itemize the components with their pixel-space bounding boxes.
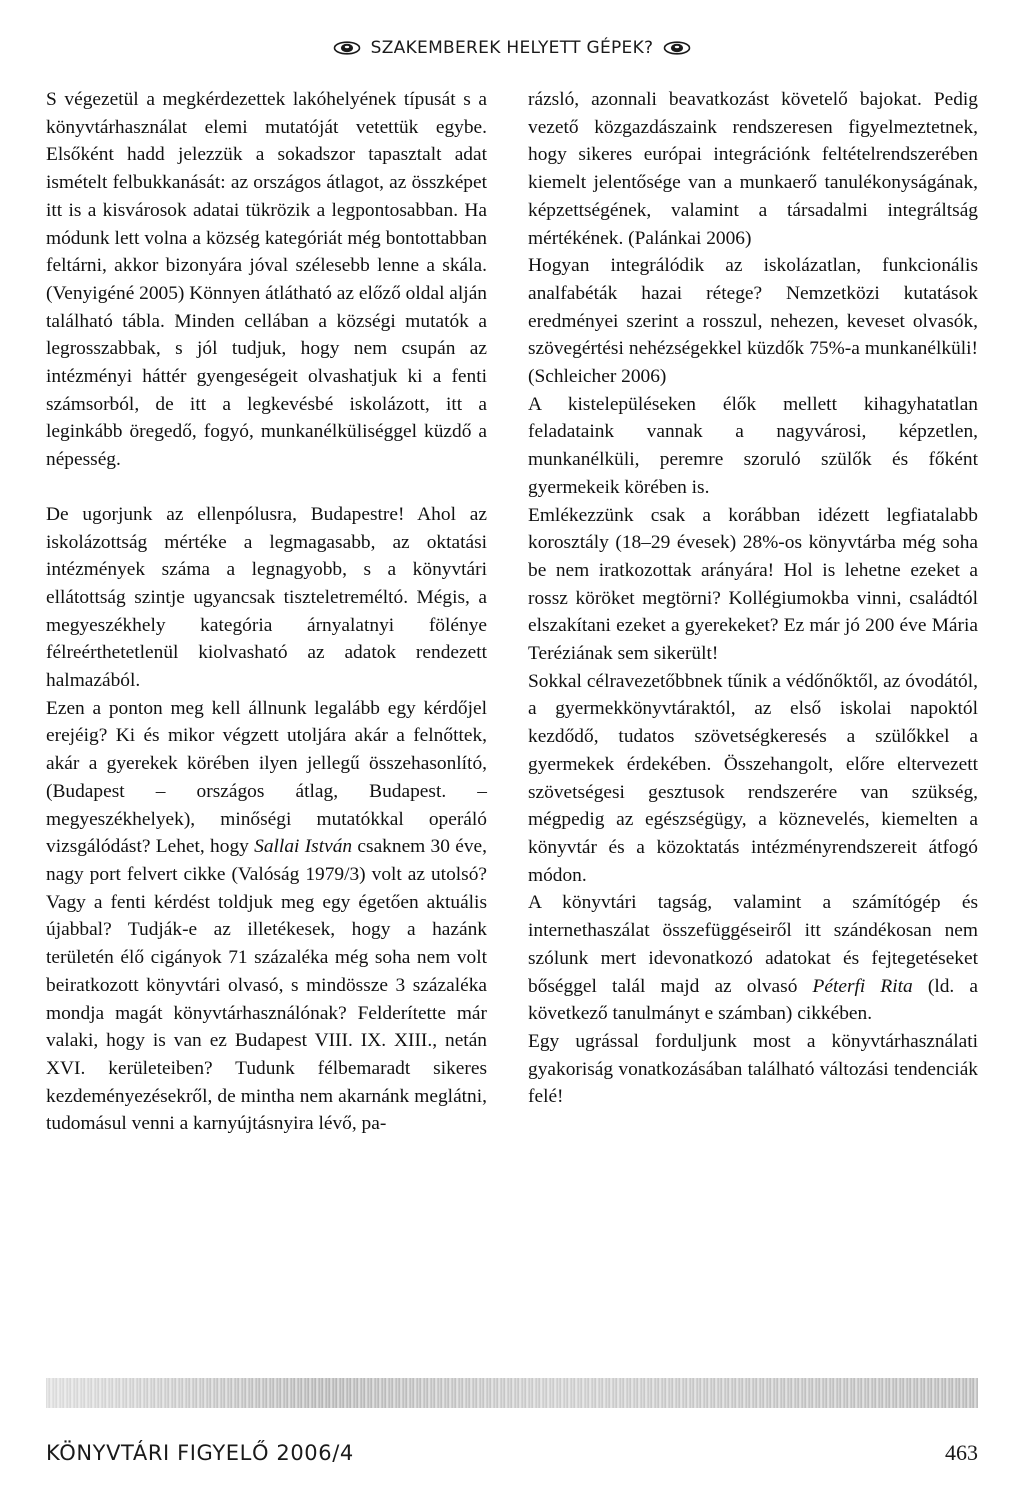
author-name: Péterfi Rita [812,975,913,997]
eye-ornament-icon [663,41,691,55]
paragraph: A kistelepüléseken élők mellett kihagyhatatlan feladataink vannak a nagyvárosi, képzetlen, munkanélküli, peremre szoruló szülők és főként gyermekeik körében is. [528,393,978,498]
paragraph: rázsló, azonnali beavatkozást követelő bajokat. Pedig vezető közgazdászaink rendszeresen figyelmeztetnek, hogy sikeres európai integrációnk feltételrendszerében kiemelt jelentősége van a munkaerő tanulékonyságának, képzettségének, valamint a társadalmi integráltság mértékének. (Palánkai 2006) [528,89,978,249]
left-column [46,86,487,1138]
page-number: 463 [945,1440,978,1465]
paragraph: Emlékezzünk csak a korábban idézett legfiatalabb korosztály (18–29 évesek) 28%-os könyvtárba még soha be nem iratkozottak arányára! Hol is lehetne ezeket a rossz köröket megtörni? Kollégiumokba vinni, családtól elszakítani ezeket a gyerekeket? Ez már jó 200 éve Mária Teréziának sem sikerült! [528,504,978,665]
journal-title: KÖNYVTÁRI FIGYELŐ 2006/4 [46,1441,354,1465]
paragraph: S végezetül a megkérdezettek lakóhelyének típusát s a könyvtárhasználat elemi mutatóját vetettük egybe. Elsőként hadd jelezzük a sokadszor tapasztalt adat ismételt felbukkanását: az országos átlagot, az összképet itt is a kisvárosok adatai tükrözik a legpontosabban. Ha módunk lett volna a község kategóriát még bontottabban feltárni, akkor bizonyára jóval szélesebb lenne a skála. (Venyigéné 2005) Könnyen átlátható az előző oldal alján található tábla. Minden cellában a községi mutatók a legrosszabbak, s jól tudjuk, hogy nem csupán az intézményi háttér gyengeségeit olvashatjuk ki a fenti számsorból, de itt a legkevésbé iskolázott, itt a leginkább öregedő, fogyó, munkanélküliséggel küzdő a népesség. [46,89,487,471]
paragraph-text: Ezen a ponton meg kell állnunk legalább egy kérdőjel erejéig? Ki és mikor végzett utoljára akár a felnőttek, akár a gyerekek körében ilyen jellegű összehasonlító, (Budapest – országos átlag, Budapest. – megyeszékhelyek), minőségi mutatókkal operáló vizsgálódást? Lehet, hogy [46,697,487,858]
author-name: Sallai István [254,836,353,858]
running-head-title: SZAKEMBEREK HELYETT GÉPEK? [370,38,654,58]
running-head [0,36,1024,60]
paragraph: Egy ugrással forduljunk most a könyvtárhasználati gyakoriság vonatkozásában található változási tendenciák felé! [528,1030,978,1108]
paragraph-text: (ld. a következő tanulmányt e számban) cikkében. [528,975,978,1025]
eye-ornament-icon [333,41,361,55]
paragraph-text: A könyvtári tagság, valamint a számítógép és internethaszálat összefüggéseiről itt szándékosan nem szólunk mert idevonatkozó adatokat és fejtegetéseket bőséggel talál majd az olvasó [528,892,978,997]
paragraph: Hogyan integrálódik az iskolázatlan, funkcionális analfabéták hazai rétege? Nemzetközi kutatások eredményei szerint a rosszul, nehezen, keveset olvasók, szövegértési nehézségekkel küzdők 75%-a munkanélküli! (Schleicher 2006) [528,255,978,388]
paragraph: De ugorjunk az ellenpólusra, Budapestre! Ahol az iskolázottság mértéke a legmagasabb, az oktatási intézmények száma a legnagyobb, s a könyvtári ellátottság szintje ugyancsak tiszteletreméltó. Mégis, a megyeszékhely kategória árnyalatnyi fölénye félreérthetetlenül kiolvasható az adatok rendezett halmazából. [46,503,487,692]
paragraph [46,695,487,1138]
page-footer [46,1438,978,1468]
right-column [528,86,978,1111]
paragraph [528,889,978,1028]
paragraph-text: csaknem 30 éve, nagy port felvert cikke (Valóság 1979/3) volt az utolsó? Vagy a fenti kérdést toldjuk meg egy égetően aktuális újabbal? Tudják-e az illetékesek, hogy a hazánk területén élő cigányok 71 százaléka még soha nem volt beiratkozott könyvtári olvasó, s mindössze 3 százaléka mondja magát könyvtárhasználónak? Felderítette már valaki, hogy is van ez Budapest VIII. IX. XIII., netán XVI. kerületeiben? Tudunk félbemaradt sikeres kezdeményezésekről, de mintha nem akarnánk meglátni, tudomásul venni a karnyújtásnyira lévő, pa- [46,836,488,1135]
decorative-footer-band [46,1378,978,1408]
paragraph: Sokkal célravezetőbbnek tűnik a védőnőktől, az óvodától, a gyermekkönyvtáraktól, az első iskolai napoktól kezdődő, tudatos szövetségkeresés a szülőkkel a gyermekek érdekében. Összehangolt, előre eltervezett szövetségesi gesztusok rendszerére van szükség, mégpedig az egészségügy, a köznevelés, kiemelten a könyvtár és a közoktatás intézményrendszereit átfogó módon. [528,670,978,886]
